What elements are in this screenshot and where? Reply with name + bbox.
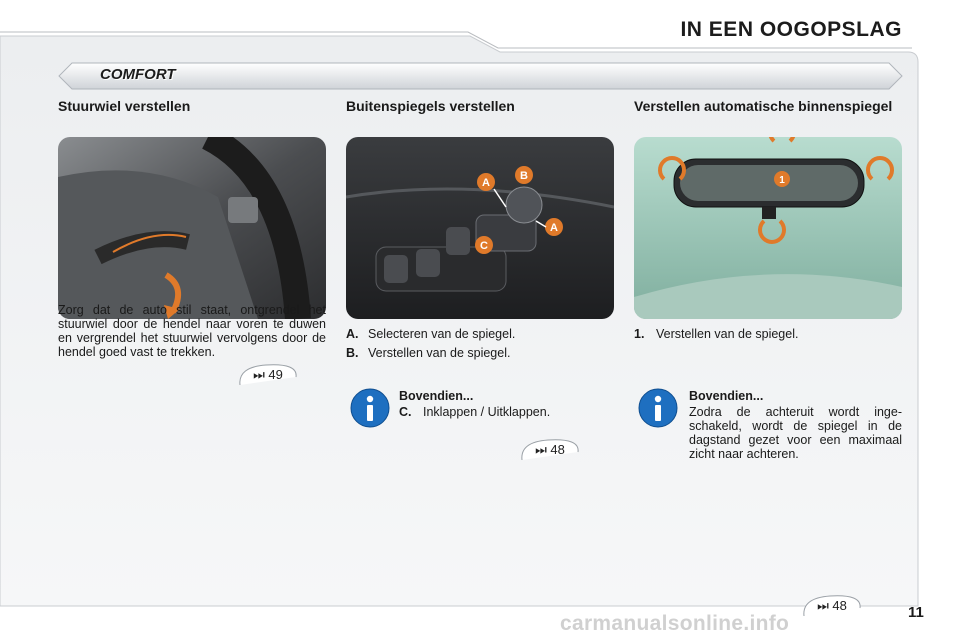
info-mirrors: Bovendien... C. Inklappen / Uitklappen. — [399, 389, 551, 419]
item-b: B. Verstellen van de spiegel. — [346, 346, 511, 360]
heading-rearview: Verstellen automatische binnenspiegel — [634, 98, 893, 114]
watermark: carmanualsonline.info — [560, 612, 790, 635]
svg-text:C: C — [480, 240, 488, 252]
page-ref-steering[interactable]: ⏭ 49 — [236, 363, 300, 387]
item-1: 1. Verstellen van de spiegel. — [634, 327, 799, 341]
photo-steering-wheel — [58, 137, 326, 319]
svg-text:A: A — [482, 177, 490, 189]
column-rearview — [634, 98, 906, 114]
item-a: A. Selecteren van de spiegel. — [346, 327, 516, 341]
photo-rearview-mirror — [634, 137, 902, 319]
photo-mirror-controls — [346, 137, 614, 319]
page-ref-mirrors[interactable]: ⏭ 48 — [518, 438, 582, 462]
svg-text:A: A — [550, 222, 558, 234]
heading-mirrors: Buitenspiegels verstellen — [346, 98, 515, 114]
section-banner — [58, 62, 903, 90]
svg-text:B: B — [520, 170, 528, 182]
column-mirrors — [346, 98, 618, 114]
svg-text:1: 1 — [779, 175, 785, 186]
section-label: COMFORT — [100, 66, 176, 83]
info-icon — [638, 388, 678, 428]
page-title: IN EEN OOGOPSLAG — [680, 18, 902, 41]
page-number: 11 — [908, 604, 924, 621]
column-steering — [58, 98, 330, 114]
text-steering: Zorg dat de auto stil staat, ontgrendel het stuurwiel door de hendel naar voren te duwen en vergrendel het stuurwiel vervolgens door de hendel goed vast te trekken. — [58, 303, 326, 359]
info-icon — [350, 388, 390, 428]
heading-steering: Stuurwiel verstellen — [58, 98, 191, 114]
page-ref-footer[interactable]: ⏭ 48 — [800, 594, 864, 618]
info-rearview: Bovendien... Zodra de achteruit wordt inge-schakeld, wordt de spiegel in de dagstand gezet voor een maximaal zicht naar achteren. — [689, 389, 902, 461]
